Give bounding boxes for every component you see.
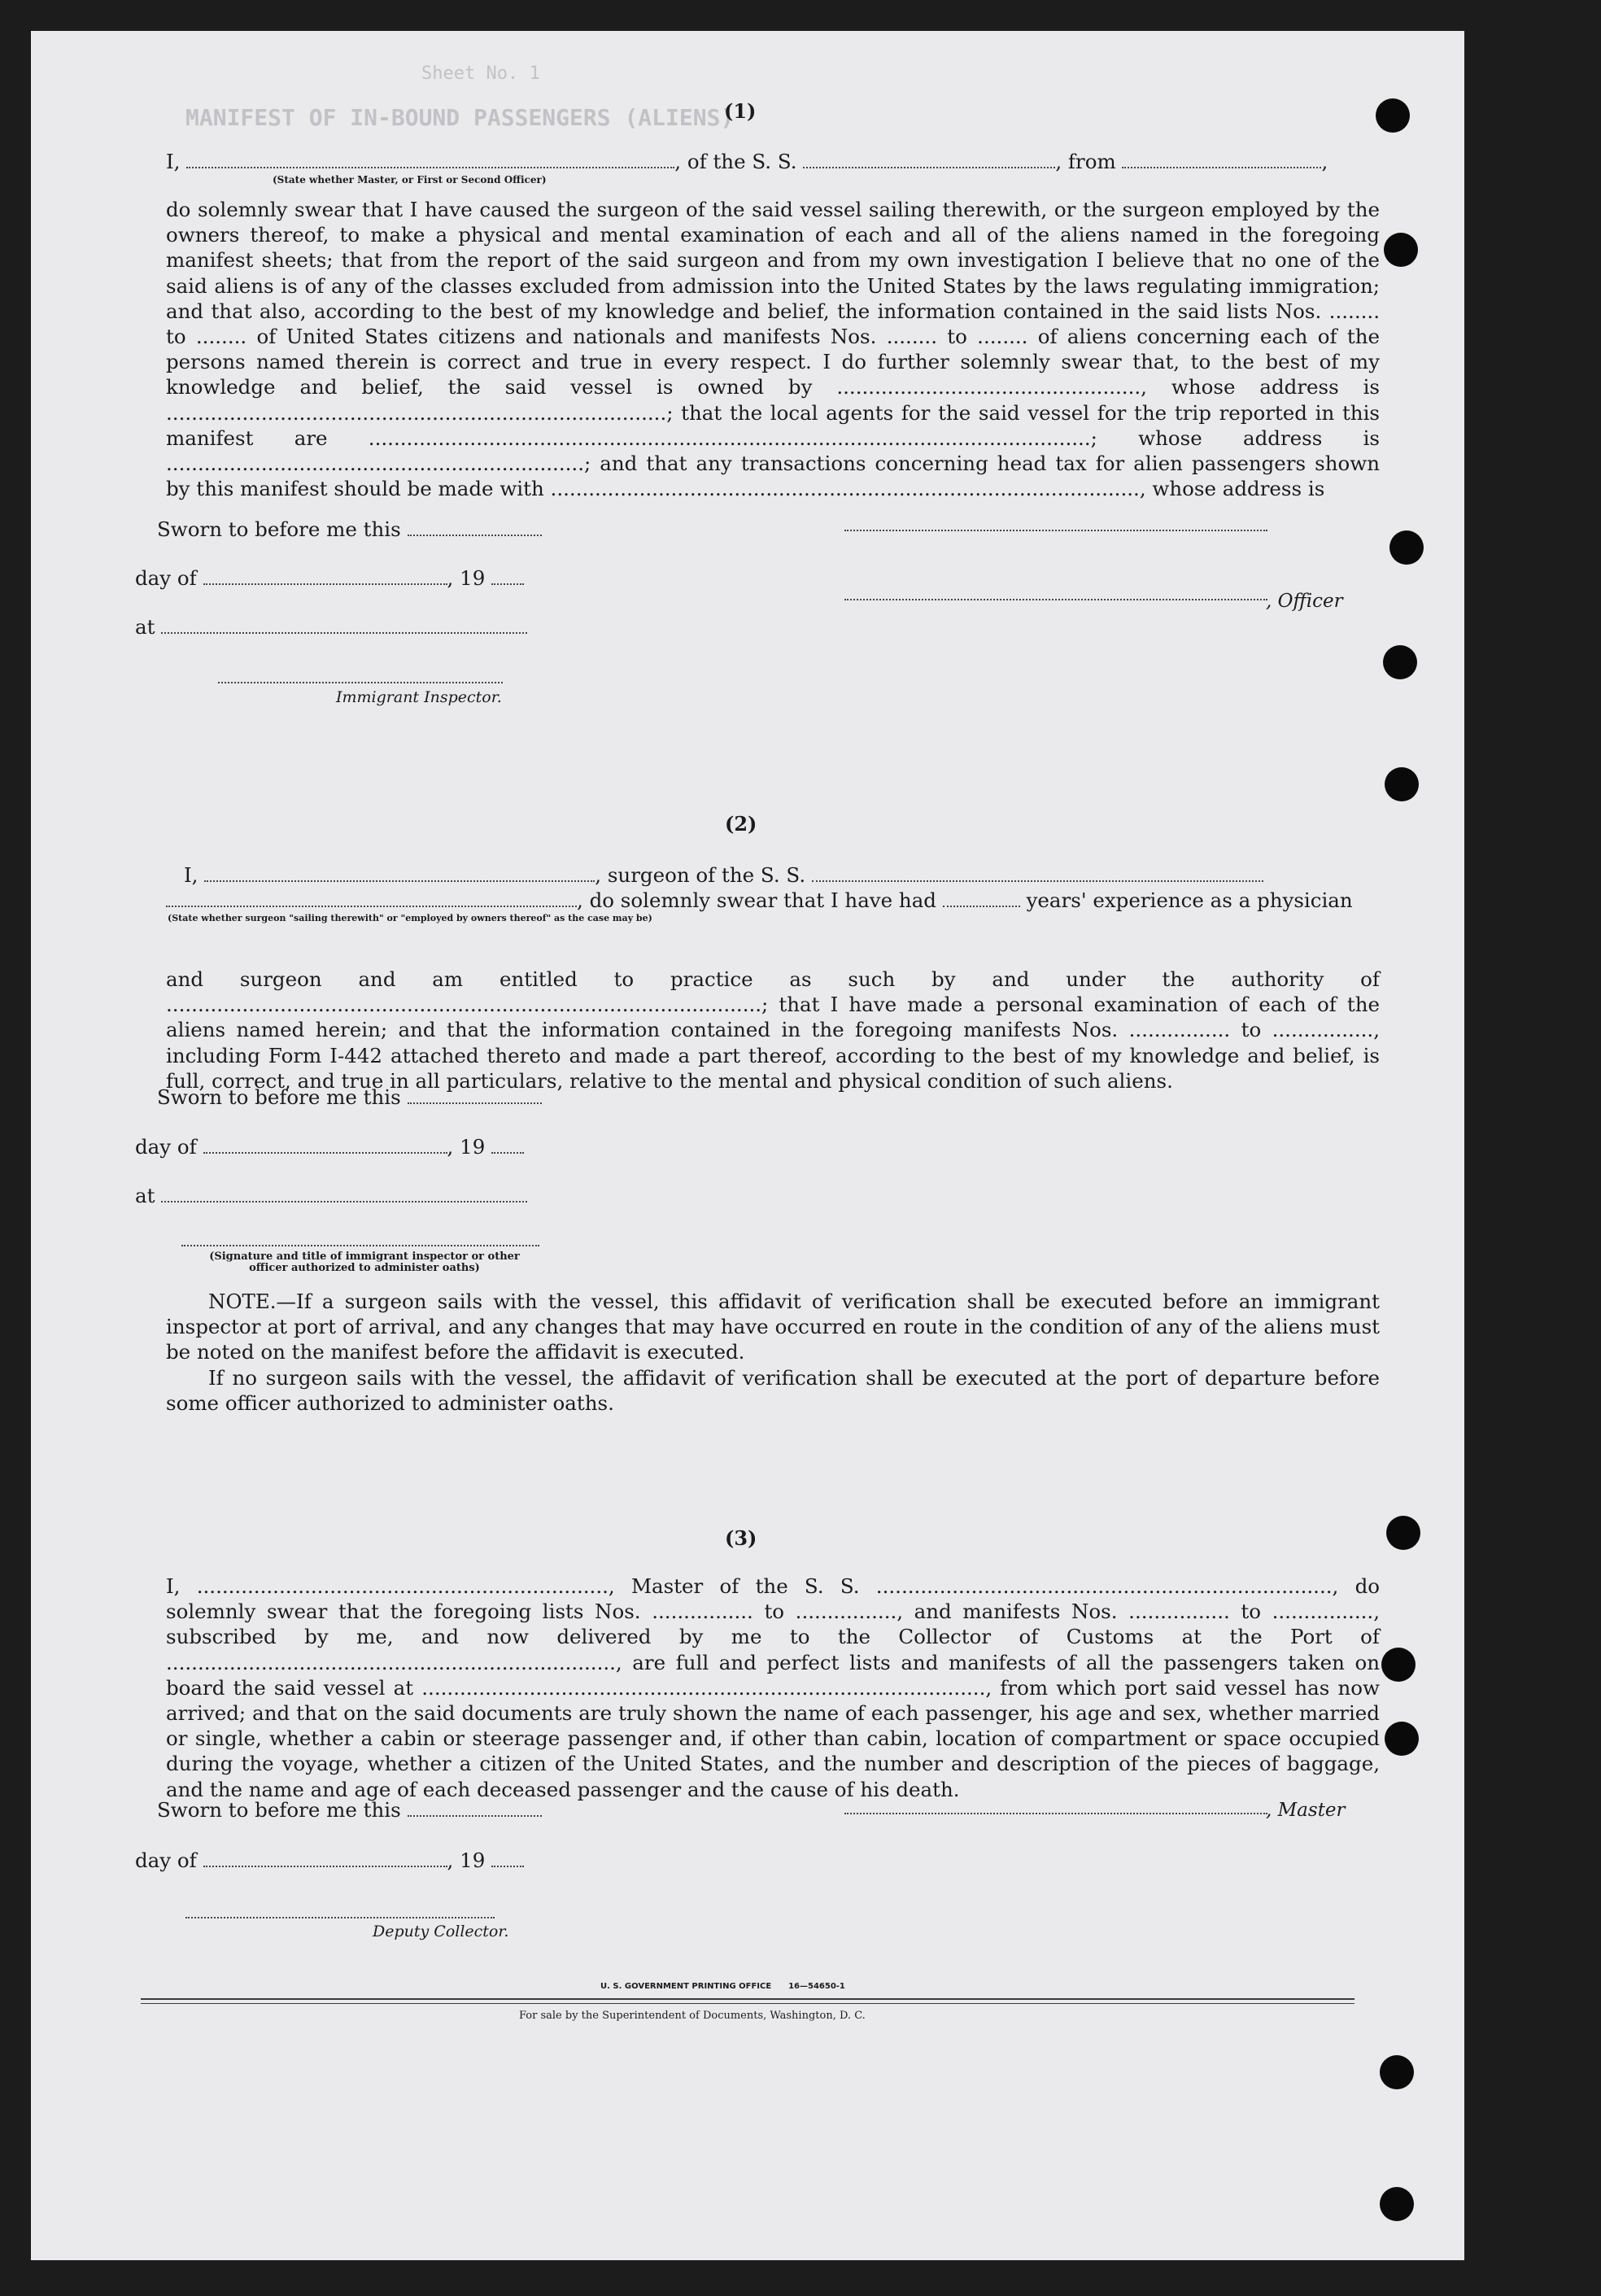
at-label-2: at	[135, 1184, 155, 1207]
footer-rule-top	[141, 1998, 1355, 2000]
sworn-label-2: Sworn to before me this	[157, 1085, 401, 1109]
gpo-imprint: U. S. GOVERNMENT PRINTING OFFICE 16—54650-1	[600, 1982, 845, 1991]
day-of-label: day of	[135, 566, 197, 590]
vessel-name-field	[803, 152, 1055, 168]
sworn-label-3: Sworn to before me this	[157, 1798, 401, 1822]
years-label: years' experience as a physician	[1026, 888, 1353, 912]
at-field	[161, 618, 527, 634]
year-prefix-3: , 19	[447, 1849, 486, 1872]
binder-hole-icon	[1384, 233, 1418, 267]
officer-signature-line	[844, 530, 1267, 531]
day-of-line-2	[135, 1135, 524, 1159]
deputy-signature-line	[185, 1917, 495, 1918]
officer-line[interactable]	[844, 599, 1267, 600]
day-of-label-3: day of	[135, 1849, 197, 1872]
binder-hole-icon	[1376, 98, 1410, 133]
sig-caption-2: (Signature and title of immigrant inspector or other officer authorized to administer oaths)	[209, 1251, 520, 1274]
i-prefix-2: I,	[184, 863, 198, 887]
day-of-line-3	[135, 1849, 524, 1872]
note-2: If no surgeon sails with the vessel, the affidavit of verification shall be executed at the port of departure before some officer authorized to administer oaths.	[166, 1366, 1380, 1416]
day-of-line-1	[135, 566, 524, 590]
officer-name-field	[186, 152, 674, 168]
sworn-field	[408, 520, 542, 536]
binder-hole-icon	[1389, 530, 1424, 565]
day-field-2	[203, 1137, 447, 1154]
surgeon-type-field	[166, 891, 577, 907]
section-3-number: (3)	[725, 1526, 757, 1550]
sworn-field-3	[408, 1801, 542, 1817]
footer-text: For sale by the Superintendent of Documents, Washington, D. C.	[519, 2010, 866, 2022]
surgeon-of-ss-label: , surgeon of the S. S.	[595, 863, 806, 887]
sworn-line-2	[157, 1085, 542, 1109]
binder-hole-icon	[1385, 767, 1419, 801]
sworn-label: Sworn to before me this	[157, 517, 401, 541]
year-field-2	[491, 1137, 524, 1154]
year-prefix: , 19	[447, 566, 486, 590]
master-signature-line[interactable]	[844, 1813, 1267, 1814]
section-1-line1: I, , of the S. S. , from ,	[166, 150, 1328, 173]
state-caption-2: (State whether surgeon "sailing therewith" or "employed by owners thereof" as the case may be)	[168, 913, 652, 923]
sworn-line-3	[157, 1798, 542, 1822]
binder-hole-icon	[1383, 645, 1417, 679]
sworn-line-1	[157, 517, 542, 541]
inspector-signature-line	[218, 682, 503, 683]
swear-label: , do solemnly swear that I have had	[577, 888, 936, 912]
year-field	[491, 569, 524, 585]
years-field	[943, 891, 1020, 907]
day-of-label-2: day of	[135, 1135, 197, 1159]
binder-hole-icon	[1381, 1648, 1416, 1682]
section-3-body: I, ................................................................., Master of the S. S. ........................................................................, do solemnly swear that the foregoing lists Nos. ................ to ................, and manifests Nos. ................ to ................, subscribed by me, and now delivered by me to the Collector of Customs at the Port of ......................................................................., are full and perfect lists and manifests of all the passengers taken on board the said vessel at ........................................................................................., from which port said vessel has now arrived; and that on the said documents are truly shown the name of each passenger, his age and sex, whether married or single, whether a cabin or steerage passenger and, if other than cabin, location of compartment or space occupied during the voyage, whether a citizen of the United States, and the number and description of the pieces of baggage, and the name and age of each deceased passenger and the cause of his death.	[166, 1574, 1380, 1801]
of-the-ss-label: , of the S. S.	[674, 150, 797, 173]
bleed-through-heading: MANIFEST OF IN-BOUND PASSENGERS (ALIENS)	[185, 104, 735, 131]
year-field-3	[491, 1851, 524, 1867]
at-field-2	[161, 1186, 527, 1203]
year-prefix-2: , 19	[447, 1135, 486, 1159]
section-2-number: (2)	[725, 812, 757, 836]
officer-label: , Officer	[1266, 591, 1343, 612]
note-1: NOTE.—If a surgeon sails with the vessel, this affidavit of verification shall be executed before an immigrant inspector at port of arrival, and any changes that may have occurred en route in the condition of any of the aliens must be noted on the manifest before the affidavit is executed.	[166, 1290, 1380, 1364]
footer-rule-bottom	[141, 2003, 1355, 2004]
binder-hole-icon	[1386, 1516, 1420, 1550]
surgeon-name-field	[204, 866, 595, 882]
binder-hole-icon	[1380, 2187, 1414, 2221]
section-1-body: do solemnly swear that I have caused the surgeon of the said vessel sailing therewith, or the surgeon employed by the owners thereof, to make a physical and mental examination of each and all of the aliens named in the foregoing manifest sheets; that from the report of the said surgeon and from my own investigation I believe that no one of the said aliens is of any of the classes excluded from admission into the United States by the laws regulating immigration; and that also, according to the best of my knowledge and belief, the information contained in the said lists Nos. ........ to ........ of United States citizens and nationals and manifests Nos. ........ to ........ of aliens concerning each of the persons named therein is correct and true in every respect. I do further solemnly swear that, to the best of my knowledge and belief, the said vessel is owned by ................................................, whose address is ...............................................................................; that the local agents for the said vessel for the trip reported in this manifest are ..................................................................................................................; whose address is ..................................................................; and that any transactions concerning head tax for alien passengers shown by this manifest should be made with ............................................................................................., whose address is	[166, 198, 1380, 501]
bleed-through-sheet-no: Sheet No. 1	[421, 63, 540, 84]
section-2-line1	[184, 863, 1263, 887]
day-field	[203, 569, 447, 585]
state-caption-1: (State whether Master, or First or Second Officer)	[273, 174, 547, 186]
section-1-number: (1)	[724, 99, 757, 123]
from-port-field	[1122, 152, 1321, 168]
vessel-name-field-2	[812, 866, 1263, 882]
deputy-label: Deputy Collector.	[373, 1923, 509, 1940]
at-label: at	[135, 615, 155, 639]
master-label: , Master	[1266, 1800, 1346, 1821]
at-line-2	[135, 1184, 527, 1207]
binder-hole-icon	[1380, 2055, 1414, 2089]
sig-line-2	[181, 1245, 539, 1246]
from-label: , from	[1055, 150, 1116, 173]
day-field-3	[203, 1851, 447, 1867]
inspector-label: Immigrant Inspector.	[336, 688, 502, 706]
manifest-page	[31, 31, 1464, 2260]
section-2-line2	[166, 888, 1353, 912]
binder-hole-icon	[1385, 1722, 1419, 1756]
section-2-body: and surgeon and am entitled to practice as such by and under the authority of ..............................................................................................; that I have made a personal examination of each of the aliens named herein; and that the information contained in the foregoing manifests Nos. ................ to ................, including Form I-442 attached thereto and made a part thereof, according to the best of my knowledge and belief, is full, correct, and true in all particulars, relative to the mental and physical condition of such aliens.	[166, 967, 1380, 1093]
i-prefix: I,	[166, 150, 181, 173]
sworn-field-2	[408, 1088, 542, 1104]
at-line-1	[135, 615, 527, 639]
